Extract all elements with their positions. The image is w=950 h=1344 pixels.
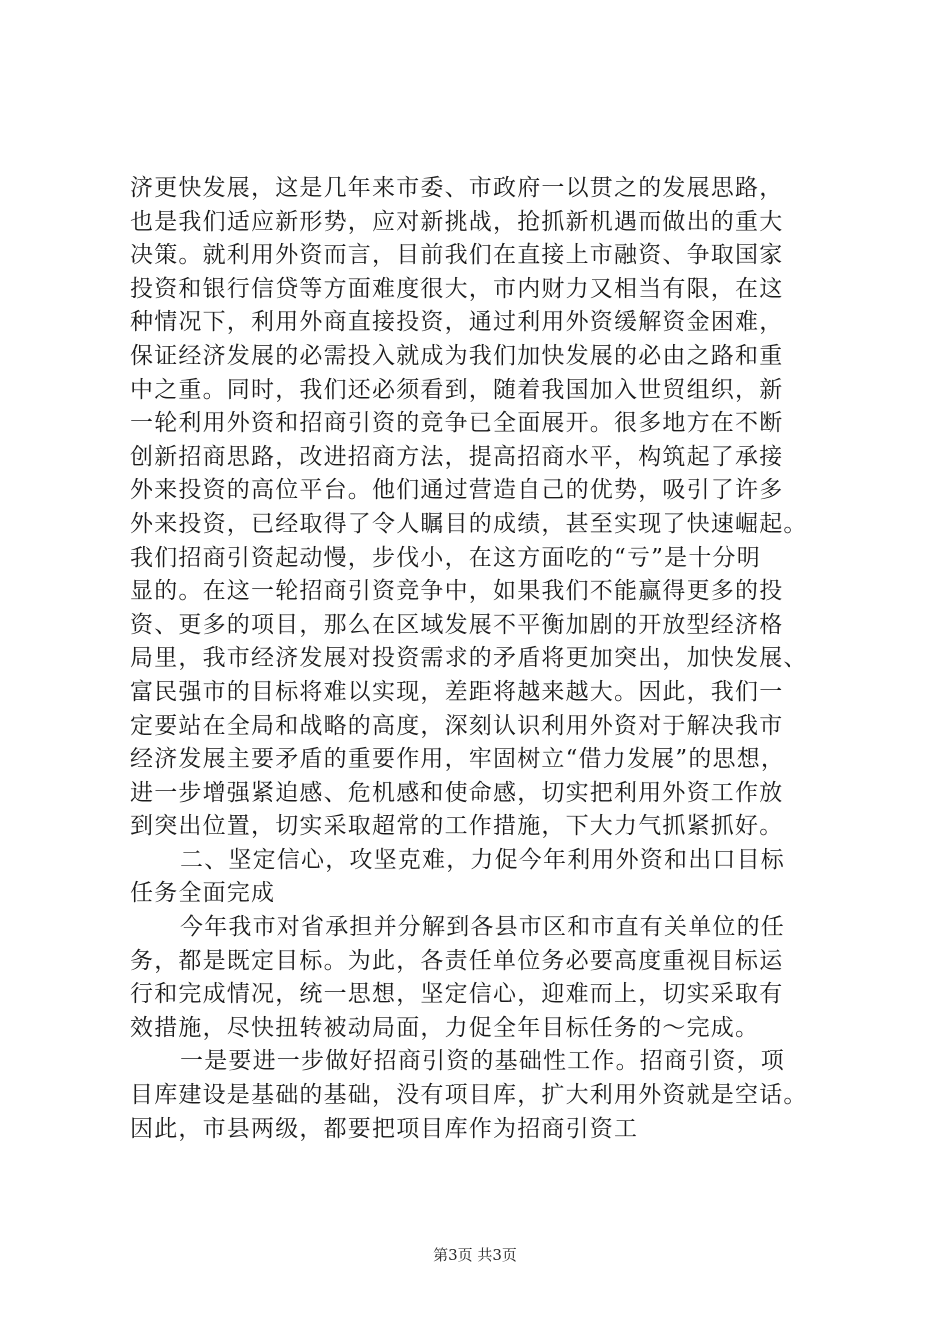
text-line: 定要站在全局和战略的高度，深刻认识利用外资对于解决我市: [130, 712, 784, 739]
page-number-footer: 第3页 共3页: [433, 1246, 517, 1264]
body-text: [130, 172, 850, 1146]
text-line: 一是要进一步做好招商引资的基础性工作。招商引资，项: [180, 1048, 785, 1075]
text-line: 中之重。同时，我们还必须看到，随着我国加入世贸组织，新: [130, 376, 784, 403]
text-line: 外来投资的高位平台。他们通过营造自己的优势，吸引了许多: [130, 477, 784, 504]
text-line: 务，都是既定目标。为此，各责任单位务必要高度重视目标运: [130, 947, 784, 974]
text-line: 进一步增强紧迫感、危机感和使命感，切实把利用外资工作放: [130, 779, 784, 806]
text-line: 保证经济发展的必需投入就成为我们加快发展的必由之路和重: [130, 342, 784, 369]
text-line: 投资和银行信贷等方面难度很大，市内财力又相当有限，在这: [130, 275, 784, 302]
text-line: 局里，我市经济发展对投资需求的矛盾将更加突出，加快发展、: [130, 645, 808, 672]
text-line: 种情况下，利用外商直接投资，通过利用外资缓解资金困难，: [130, 309, 784, 336]
text-line: 资、更多的项目，那么在区域发展不平衡加剧的开放型经济格: [130, 611, 784, 638]
text-line: 也是我们适应新形势，应对新挑战，抢抓新机遇而做出的重大: [130, 208, 784, 235]
text-line: 济更快发展，这是几年来市委、市政府一以贯之的发展思路，: [130, 175, 784, 201]
section-heading-cont: 任务全面完成: [130, 880, 276, 907]
text-line: 一轮利用外资和招商引资的竞争已全面展开。很多地方在不断: [130, 410, 784, 437]
text-line: 富民强市的目标将难以实现，差距将越来越大。因此，我们一: [130, 678, 784, 705]
text-line: 目库建设是基础的基础，没有项目库，扩大利用外资就是空话。: [130, 1082, 808, 1109]
text-line: 行和完成情况，统一思想，坚定信心，迎难而上，切实采取有: [130, 981, 784, 1008]
text-line: 决策。就利用外资而言，目前我们在直接上市融资、争取国家: [130, 242, 784, 269]
text-line: 我们招商引资起动慢，步伐小，在这方面吃的“亏”是十分明: [130, 544, 761, 571]
text-line: 到突出位置，切实采取超常的工作措施，下大力气抓紧抓好。: [130, 813, 784, 840]
text-line: 因此，市县两级，都要把项目库作为招商引资工: [130, 1115, 639, 1142]
text-line: 效措施，尽快扭转被动局面，力促全年目标任务的～完成。: [130, 1014, 760, 1041]
section-heading: 二、坚定信心，攻坚克难，力促今年利用外资和出口目标: [180, 846, 785, 873]
text-line: 经济发展主要矛盾的重要作用，牢固树立“借力发展”的思想，: [130, 746, 786, 773]
text-line: 今年我市对省承担并分解到各县市区和市直有关单位的任: [180, 914, 785, 941]
text-line: 创新招商思路，改进招商方法，提高招商水平，构筑起了承接: [130, 443, 784, 470]
text-line: 显的。在这一轮招商引资竞争中，如果我们不能赢得更多的投: [130, 578, 784, 605]
text-line: 外来投资，已经取得了令人瞩目的成绩，甚至实现了快速崛起。: [130, 510, 808, 537]
